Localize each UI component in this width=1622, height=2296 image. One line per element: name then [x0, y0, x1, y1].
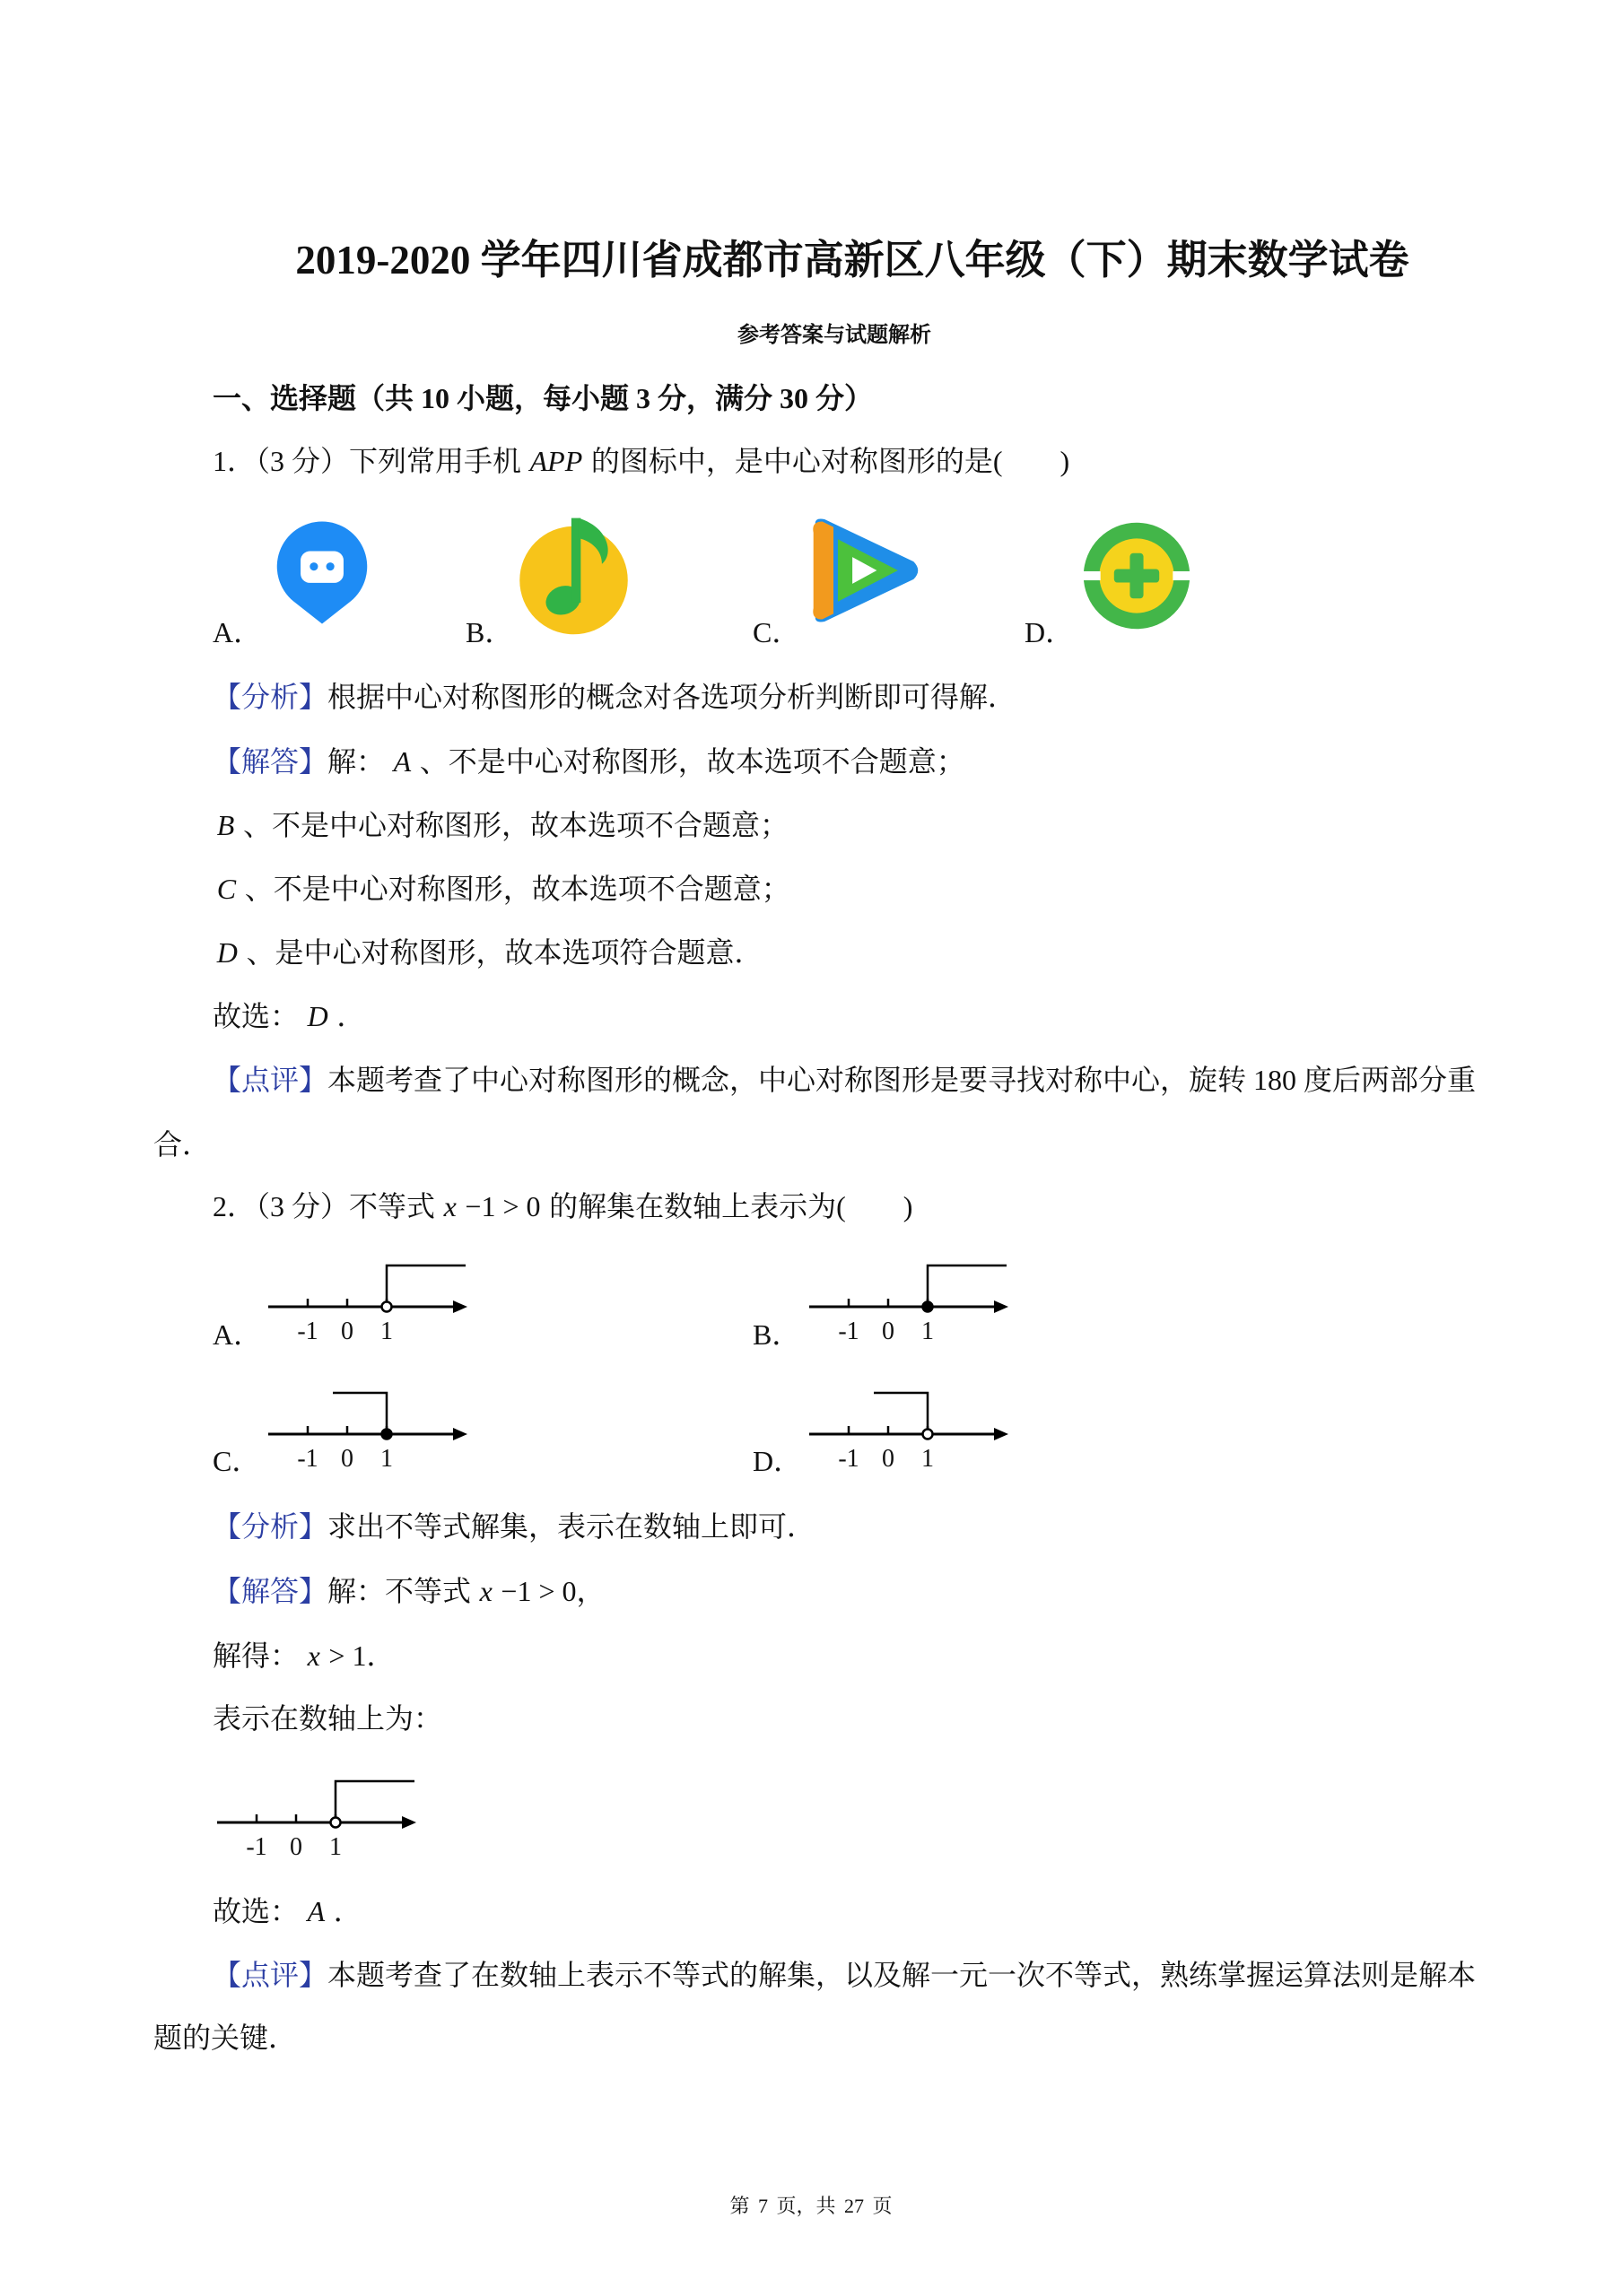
q2-stem-end: 的解集在数轴上表示为( ): [549, 1190, 913, 1222]
open-endpoint: [382, 1302, 392, 1312]
q2-analysis: [213, 1507, 815, 1546]
open-endpoint: [331, 1818, 341, 1828]
tick-label: -1: [838, 1445, 859, 1473]
tick-label: 1: [380, 1445, 393, 1473]
number-line-graphic: [217, 1773, 441, 1863]
q1-analysis: [213, 677, 1016, 717]
q2-solution-represent: 表示在数轴上为：: [213, 1702, 443, 1735]
open-endpoint: [923, 1430, 933, 1439]
q1-option-label-d: D．: [1025, 616, 1075, 648]
chat-bubble-app-icon-graphic: [271, 519, 373, 626]
q2-solution-result: [213, 1636, 395, 1675]
chat-bubble-window: [301, 552, 344, 583]
q1-solution-line-d: [213, 933, 763, 972]
tick-label: 1: [921, 1445, 934, 1473]
tick-label: -1: [297, 1445, 318, 1473]
q2-option-label-b: B．: [753, 1318, 801, 1351]
video-icon-orange-edge: [813, 521, 833, 619]
tick-label: -1: [297, 1318, 318, 1345]
solution-ray: [874, 1393, 928, 1434]
solution-variable: x: [479, 1575, 493, 1607]
axis-arrow: [994, 1300, 1008, 1313]
solution-ray: [387, 1265, 466, 1307]
q1-comment: [153, 1048, 1499, 1177]
tick-label: -1: [838, 1318, 859, 1345]
video-play-app-icon: [802, 515, 925, 626]
choice-suffix: ．: [336, 1000, 366, 1032]
tick-label: 0: [341, 1445, 353, 1473]
q1-choice: [213, 996, 365, 1036]
q1-stem-variable: APP: [529, 445, 583, 477]
closed-endpoint: [382, 1430, 392, 1439]
solution-tag: 【解答】: [213, 745, 328, 778]
q2-choice: [213, 1892, 362, 1931]
tick-label: 0: [290, 1833, 302, 1861]
page-footer: 第 7 页，共 27 页: [729, 2195, 893, 2217]
q1-stem-start: 1．（3 分）下列常用手机: [213, 445, 522, 477]
result-expression: > 1: [328, 1639, 367, 1672]
analysis-text: 求出不等式解集，表示在数轴上即可．: [327, 1510, 816, 1543]
solution-intro-end: ，: [576, 1575, 606, 1607]
q1-option-label-b: B．: [466, 616, 514, 648]
solution-ray: [333, 1393, 387, 1434]
q1-solution-line-a: [213, 742, 965, 781]
tick-label: 1: [329, 1833, 342, 1861]
analysis-text: 根据中心对称图形的概念对各选项分析判断即可得解．: [327, 681, 1017, 713]
video-play-app-icon-graphic: [802, 515, 925, 626]
tick-label: 1: [921, 1318, 934, 1345]
q1-solution-line-b: [213, 805, 789, 845]
option-variable: B: [216, 809, 235, 841]
choice-suffix: ．: [333, 1895, 362, 1927]
choice-variable: D: [307, 1000, 328, 1032]
solution-item-text: 、不是中心对称图形，故本选项不合题意；: [419, 745, 965, 778]
solution-item-text: 、是中心对称图形，故本选项符合题意．: [246, 936, 763, 969]
chat-dot-left: [310, 562, 318, 570]
axis-arrow: [453, 1300, 467, 1313]
result-prefix: 解得：: [213, 1639, 300, 1672]
q2-stem: [213, 1187, 912, 1226]
q2-solution-intro: [213, 1571, 606, 1611]
q1-option-label-a: A．: [213, 616, 263, 648]
axis-arrow: [402, 1816, 416, 1829]
option-variable: A: [393, 745, 412, 778]
tick-label: 0: [882, 1445, 894, 1473]
section-heading: 一、选择题（共 10 小题，每小题 3 分，满分 30 分）: [213, 382, 874, 414]
number-line-option-d: [809, 1385, 1033, 1474]
number-line-graphic: [809, 1257, 1033, 1347]
q2-stem-variable: x: [443, 1190, 457, 1222]
page-subtitle: 参考答案与试题解析: [737, 324, 931, 347]
q2-stem-start: 2．（3 分）不等式: [213, 1190, 436, 1222]
choice-variable: A: [307, 1895, 326, 1927]
option-variable: D: [216, 936, 238, 969]
q2-option-label-a: A．: [213, 1318, 263, 1351]
music-note-app-icon-graphic: [515, 512, 632, 637]
analysis-tag: 【分析】: [213, 681, 328, 713]
closed-endpoint: [923, 1302, 933, 1312]
choice-prefix: 故选：: [213, 1000, 300, 1032]
number-line-graphic: [268, 1257, 493, 1347]
q1-stem-end: 的图标中，是中心对称图形的是( ): [590, 445, 1070, 477]
solution-ray: [928, 1265, 1007, 1307]
q1-stem: [213, 441, 1069, 481]
tick-label: 1: [380, 1318, 393, 1345]
axis-arrow: [453, 1428, 467, 1440]
analysis-tag: 【分析】: [213, 1510, 328, 1543]
tick-label: 0: [882, 1318, 894, 1345]
axis-arrow: [994, 1428, 1008, 1440]
solution-intro: 解：: [327, 745, 386, 778]
plus-ring-app-icon-graphic: [1080, 519, 1193, 632]
plus-ring-gap-right: [1173, 571, 1190, 580]
number-line-answer: [217, 1773, 441, 1863]
choice-prefix: 故选：: [213, 1895, 300, 1927]
comment-tag: 【点评】: [213, 1959, 328, 1991]
music-note-app-icon: [515, 512, 632, 637]
solution-item-text: 、不是中心对称图形，故本选项不合题意；: [244, 873, 790, 905]
solution-expression: −1 > 0: [501, 1575, 577, 1607]
tick-label: 0: [341, 1318, 353, 1345]
q1-option-label-c: C．: [753, 616, 801, 648]
page-title: 2019-2020 学年四川省成都市高新区八年级（下）期末数学试卷: [295, 238, 1409, 283]
chat-dot-right: [327, 562, 335, 570]
option-variable: C: [216, 873, 237, 905]
solution-tag: 【解答】: [213, 1575, 328, 1607]
q2-comment: [153, 1944, 1499, 2069]
solution-intro-text: 解：不等式: [327, 1575, 472, 1607]
number-line-option-b: [809, 1257, 1033, 1347]
q2-stem-expression: −1 > 0: [465, 1190, 541, 1222]
comment-text: 本题考查了中心对称图形的概念，中心对称图形是要寻找对称中心，旋转 180 度后两部分重合．: [153, 1064, 1477, 1161]
plus-ring-app-icon: [1080, 519, 1193, 632]
number-line-graphic: [268, 1385, 493, 1474]
number-line-option-c: [268, 1385, 493, 1474]
plus-ring-gap-left: [1083, 571, 1101, 580]
result-suffix: ．: [366, 1639, 396, 1672]
plus-horizontal: [1114, 569, 1159, 582]
q2-option-label-d: D．: [753, 1445, 803, 1477]
number-line-option-a: [268, 1257, 493, 1347]
q2-option-label-c: C．: [213, 1445, 261, 1477]
comment-text: 本题考查了在数轴上表示不等式的解集，以及解一元一次不等式，熟练掌握运算法则是解本题的关键．: [153, 1959, 1477, 2054]
solution-item-text: 、不是中心对称图形，故本选项不合题意；: [242, 809, 789, 841]
tick-label: -1: [246, 1833, 267, 1861]
q1-solution-line-c: [213, 869, 790, 909]
number-line-graphic: [809, 1385, 1033, 1474]
chat-bubble-app-icon: [271, 519, 373, 626]
result-variable: x: [307, 1639, 320, 1672]
solution-ray: [336, 1781, 414, 1822]
comment-tag: 【点评】: [213, 1064, 328, 1096]
